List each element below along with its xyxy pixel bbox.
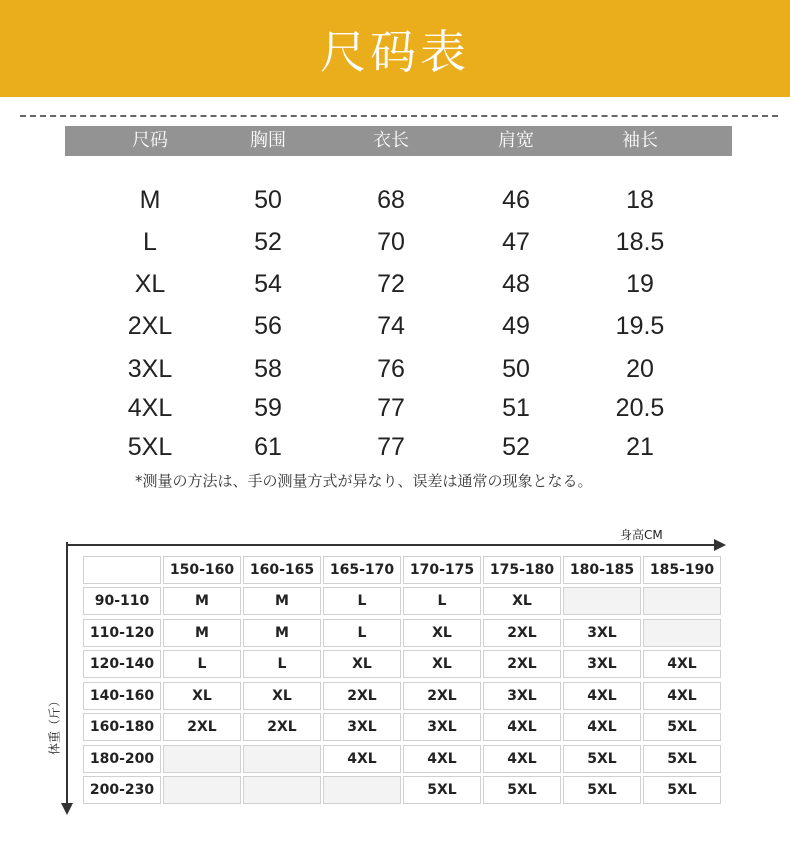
page-title: 尺码表 bbox=[320, 24, 470, 79]
size-header-cell: 尺码 bbox=[132, 130, 168, 151]
weight-range-header: 200-230 bbox=[83, 776, 161, 804]
recommended-size-cell: M bbox=[243, 587, 321, 615]
recommended-size-cell: 2XL bbox=[243, 713, 321, 741]
recommended-size-cell: 5XL bbox=[643, 713, 721, 741]
size-table-cell: 52 bbox=[502, 433, 530, 461]
recommended-size-cell: L bbox=[323, 587, 401, 615]
recommended-size-cell bbox=[243, 776, 321, 804]
size-table-cell: 50 bbox=[502, 355, 530, 383]
size-table-cell: 5XL bbox=[127, 433, 173, 461]
recommended-size-cell: 2XL bbox=[483, 619, 561, 647]
recommended-size-cell: 5XL bbox=[483, 776, 561, 804]
size-table-cell: 70 bbox=[377, 228, 405, 256]
size-table-cell: 61 bbox=[254, 433, 282, 461]
recommended-size-cell: XL bbox=[163, 682, 241, 710]
recommended-size-cell: 4XL bbox=[323, 745, 401, 773]
height-range-header: 175-180 bbox=[483, 556, 561, 584]
size-header-cell: 袖长 bbox=[622, 130, 658, 151]
recommended-size-cell: L bbox=[243, 650, 321, 678]
size-table-cell: 19 bbox=[626, 270, 654, 298]
recommended-size-cell: M bbox=[163, 587, 241, 615]
height-axis-label: 身高CM bbox=[620, 528, 663, 542]
title-banner bbox=[0, 0, 790, 97]
recommended-size-cell: 2XL bbox=[483, 650, 561, 678]
size-table-cell: 56 bbox=[254, 312, 282, 340]
size-table-cell: 74 bbox=[377, 312, 405, 340]
recommended-size-cell: XL bbox=[483, 587, 561, 615]
recommended-size-cell: M bbox=[163, 619, 241, 647]
recommended-size-cell: 2XL bbox=[163, 713, 241, 741]
size-header-cell: 衣长 bbox=[373, 130, 409, 151]
size-table-row bbox=[0, 224, 790, 260]
size-table-cell: 68 bbox=[377, 186, 405, 214]
size-header-cell: 胸围 bbox=[250, 130, 286, 151]
size-table-cell: 18.5 bbox=[615, 228, 665, 256]
size-table-cell: 46 bbox=[502, 186, 530, 214]
size-table-cell: M bbox=[139, 186, 161, 214]
recommended-size-cell bbox=[323, 776, 401, 804]
recommended-size-cell: 3XL bbox=[563, 650, 641, 678]
size-table-cell: 77 bbox=[377, 433, 405, 461]
recommended-size-cell bbox=[643, 619, 721, 647]
recommended-size-cell: 4XL bbox=[643, 650, 721, 678]
size-table-cell: 58 bbox=[254, 355, 282, 383]
size-table-cell: 77 bbox=[377, 394, 405, 422]
size-table-cell: 19.5 bbox=[615, 312, 665, 340]
size-table-cell: 2XL bbox=[127, 312, 173, 340]
recommended-size-cell: 5XL bbox=[563, 745, 641, 773]
height-axis-line bbox=[66, 544, 716, 546]
size-table-cell: 20.5 bbox=[615, 394, 665, 422]
recommended-size-cell bbox=[643, 587, 721, 615]
recommended-size-cell: 5XL bbox=[563, 776, 641, 804]
size-table-cell: 52 bbox=[254, 228, 282, 256]
size-table-header bbox=[65, 126, 732, 156]
weight-range-header: 140-160 bbox=[83, 682, 161, 710]
height-range-header: 180-185 bbox=[563, 556, 641, 584]
recommended-size-cell: 3XL bbox=[403, 713, 481, 741]
recommended-size-cell: 3XL bbox=[563, 619, 641, 647]
size-table-cell: 3XL bbox=[127, 355, 173, 383]
recommended-size-cell bbox=[163, 776, 241, 804]
recommended-size-cell: 5XL bbox=[643, 745, 721, 773]
size-table-cell: 48 bbox=[502, 270, 530, 298]
height-range-header: 160-165 bbox=[243, 556, 321, 584]
height-range-header: 185-190 bbox=[643, 556, 721, 584]
height-axis-arrow bbox=[714, 539, 726, 551]
height-range-header: 170-175 bbox=[403, 556, 481, 584]
recommended-size-cell: 2XL bbox=[403, 682, 481, 710]
size-table-cell: 47 bbox=[502, 228, 530, 256]
recommended-size-cell: 4XL bbox=[483, 713, 561, 741]
recommended-size-cell: 4XL bbox=[403, 745, 481, 773]
recommended-size-cell: 4XL bbox=[483, 745, 561, 773]
recommended-size-cell bbox=[163, 745, 241, 773]
weight-range-header: 110-120 bbox=[83, 619, 161, 647]
size-table-row bbox=[0, 351, 790, 387]
size-table-cell: 20 bbox=[626, 355, 654, 383]
size-table-cell: L bbox=[143, 228, 157, 256]
size-table-cell: XL bbox=[134, 270, 166, 298]
size-table-cell: 51 bbox=[502, 394, 530, 422]
size-table-row bbox=[0, 266, 790, 302]
size-table-cell: 4XL bbox=[127, 394, 173, 422]
height-range-header: 165-170 bbox=[323, 556, 401, 584]
recommendation-grid bbox=[83, 556, 723, 810]
recommended-size-cell: XL bbox=[403, 619, 481, 647]
recommended-size-cell: 4XL bbox=[563, 682, 641, 710]
size-table-cell: 50 bbox=[254, 186, 282, 214]
recommended-size-cell: L bbox=[163, 650, 241, 678]
recommended-size-cell: L bbox=[323, 619, 401, 647]
size-table-cell: 54 bbox=[254, 270, 282, 298]
recommended-size-cell: XL bbox=[323, 650, 401, 678]
weight-axis-label: 体重（斤） bbox=[47, 694, 62, 756]
weight-range-header: 90-110 bbox=[83, 587, 161, 615]
size-table-row bbox=[0, 182, 790, 218]
recommended-size-cell: 3XL bbox=[483, 682, 561, 710]
size-table-cell: 76 bbox=[377, 355, 405, 383]
weight-axis-arrow bbox=[61, 803, 73, 815]
size-table-cell: 49 bbox=[502, 312, 530, 340]
size-table-row bbox=[0, 308, 790, 344]
weight-axis-line bbox=[66, 542, 68, 804]
size-table-cell: 21 bbox=[626, 433, 654, 461]
size-header-cell: 肩宽 bbox=[498, 130, 534, 151]
recommended-size-cell: 4XL bbox=[563, 713, 641, 741]
measurement-note: *测量の方法は、手の测量方式が异なり、误差は通常の现象となる。 bbox=[135, 472, 593, 490]
recommended-size-cell bbox=[243, 745, 321, 773]
height-range-header: 150-160 bbox=[163, 556, 241, 584]
grid-corner-cell bbox=[83, 556, 161, 584]
recommended-size-cell: 5XL bbox=[403, 776, 481, 804]
dashed-divider bbox=[20, 115, 778, 117]
weight-range-header: 160-180 bbox=[83, 713, 161, 741]
size-table-cell: 72 bbox=[377, 270, 405, 298]
recommended-size-cell: XL bbox=[403, 650, 481, 678]
recommended-size-cell bbox=[563, 587, 641, 615]
size-table-row bbox=[0, 390, 790, 426]
recommended-size-cell: 2XL bbox=[323, 682, 401, 710]
size-table-row bbox=[0, 429, 790, 465]
weight-range-header: 180-200 bbox=[83, 745, 161, 773]
recommended-size-cell: 5XL bbox=[643, 776, 721, 804]
recommended-size-cell: M bbox=[243, 619, 321, 647]
size-table-cell: 59 bbox=[254, 394, 282, 422]
recommended-size-cell: 3XL bbox=[323, 713, 401, 741]
recommended-size-cell: XL bbox=[243, 682, 321, 710]
recommended-size-cell: 4XL bbox=[643, 682, 721, 710]
weight-range-header: 120-140 bbox=[83, 650, 161, 678]
size-table-cell: 18 bbox=[626, 186, 654, 214]
recommended-size-cell: L bbox=[403, 587, 481, 615]
